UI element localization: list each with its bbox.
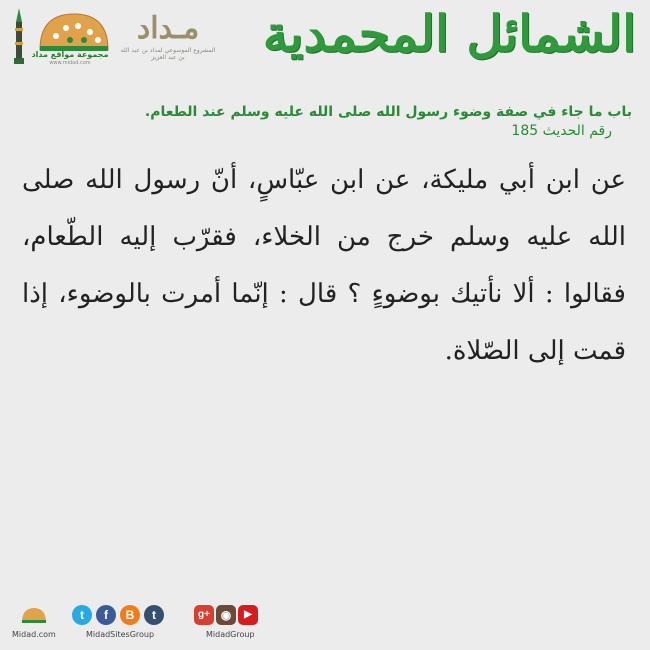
- tumblr-icon[interactable]: t: [144, 605, 164, 625]
- footer-site-label[interactable]: Midad.com: [12, 630, 56, 639]
- chapter-title: باب ما جاء في صفة وضوء رسول الله صلى الله عليه وسلم عند الطعام.: [144, 104, 632, 120]
- footer: [0, 600, 650, 650]
- dome-icon: [36, 10, 112, 52]
- midad-logo-tagline: المشروع الموسوعي لمداد بن عبد الله بن عبد العزيز: [120, 47, 216, 61]
- googleplus-icon[interactable]: g+: [194, 605, 214, 625]
- blogger-icon[interactable]: B: [120, 605, 140, 625]
- hadith-text: عن ابن أبي مليكة، عن ابن عبّاسٍ، أنّ رسول الله صلى الله عليه وسلم خرج من الخلاء، فقرّب إليه الطّعام، فقالوا : ألا نأتيك بوضوءٍ ؟ قال : إنّما أمرت بالوضوء، إذا قمت إلى الصّلاة.: [22, 165, 626, 366]
- footer-sites-group-label[interactable]: MidadSitesGroup: [86, 630, 155, 639]
- minaret-icon: [12, 8, 26, 66]
- hadith-number: رقم الحديث 185: [511, 123, 612, 139]
- youtube-icon[interactable]: ▶: [238, 605, 258, 625]
- instagram-icon[interactable]: ◉: [216, 605, 236, 625]
- facebook-icon[interactable]: f: [96, 605, 116, 625]
- midad-mini-logo-icon[interactable]: [20, 605, 48, 625]
- midad-logo-text: مـداد: [136, 11, 200, 46]
- midad-group-logo[interactable]: [8, 6, 112, 68]
- midad-logo[interactable]: [118, 11, 218, 64]
- group-url: www.midad.com: [49, 60, 91, 66]
- footer-group-label[interactable]: MidadGroup: [206, 630, 255, 639]
- group-name: مجموعة مواقع مداد: [31, 50, 109, 59]
- twitter-icon[interactable]: t: [72, 605, 92, 625]
- page-title: الشمائل المحمدية: [262, 4, 636, 63]
